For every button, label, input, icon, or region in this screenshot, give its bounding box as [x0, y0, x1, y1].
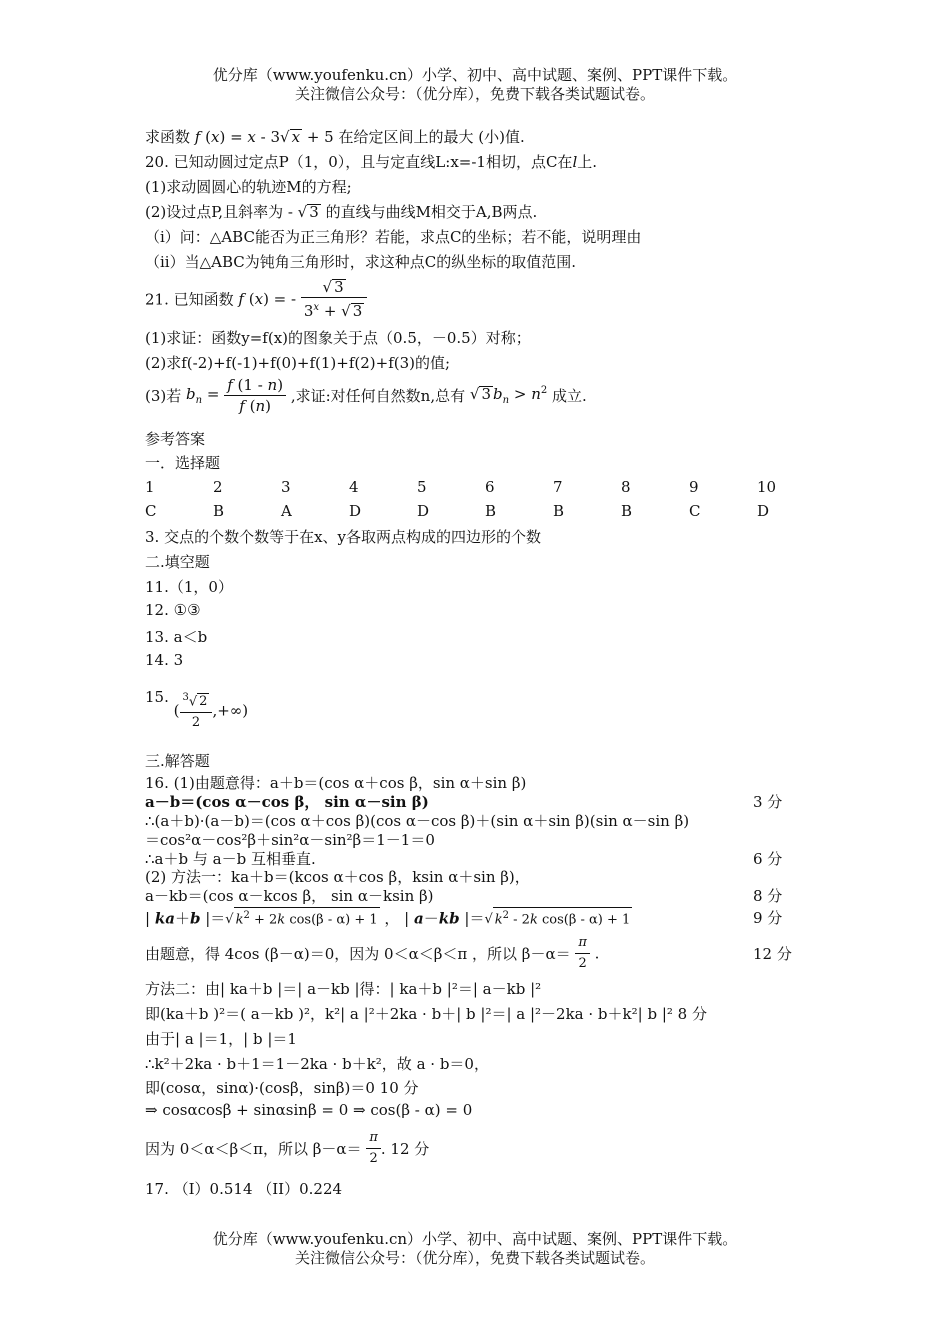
q16-line-1: 16. (1)由题意得：a＋b＝(cos α＋cos β，sin α＋sin β) — [145, 774, 527, 792]
q19-line: 求函数 f (x) = x - 3√ x + 5 在给定区间上的最大 (小)值. — [145, 128, 525, 146]
answer-choice-cell: C — [689, 502, 701, 520]
q16-line-9: 由题意，得 4cos (β－α)＝0，因为 0＜α＜β＜π ，所以 β－α＝ $\frac{\pi}{2}$ . — [145, 935, 600, 971]
answer-choice-cell: A — [281, 502, 292, 520]
answer-choice-cell: D — [757, 502, 770, 520]
section-solutions: 三.解答题 — [145, 752, 210, 770]
q16-line-6: (2) 方法一：ka＋b＝(kcos α＋cos β，ksin α＋sin β)， — [145, 868, 530, 886]
answer-14: 14. 3 — [145, 651, 184, 669]
q20-part-ii: （ii）当△ABC为钝角三角形时，求这种点C的纵坐标的取值范围. — [145, 253, 576, 271]
q21-part-2: (2)求f(-2)+f(-1)+f(0)+f(1)+f(2)+f(3)的值; — [145, 354, 451, 372]
q20-part-1: (1)求动圆圆心的轨迹M的方程; — [145, 178, 352, 196]
answer-15: 15. ( $\frac{^3√ 2}{2}$ ,+∞) — [145, 688, 249, 731]
method2-line-3: 由于| a |＝1，| b |＝1 — [145, 1030, 297, 1048]
method2-line-7: 因为 0＜α＜β＜π，所以 β－α＝ $\frac{\pi}{2}$ . 12 分 — [145, 1130, 430, 1166]
note-3: 3. 交点的个数个数等于在x、y各取两点构成的四边形的个数 — [145, 528, 542, 546]
q19-text-a: 求函数 — [145, 128, 191, 146]
answer-12: 12. ①③ — [145, 601, 201, 619]
question-number-cell: 7 — [553, 478, 563, 496]
q16-line-8: | ka＋b |＝√ $k^2 + 2k$ cos(β - α) + 1 ， | a－kb |＝√ $k^2 - 2k$ cos(β - α) + 1 — [145, 907, 632, 928]
q19-formula: f — [194, 128, 201, 146]
sqrt-icon: √ — [280, 128, 290, 146]
header-line-1: 优分库（www.youfenku.cn）小学、初中、高中试题、案例、PPT课件下载。 — [212, 66, 738, 84]
question-number-cell: 9 — [689, 478, 699, 496]
q20-part-i: （i）问：△ABC能否为正三角形？若能，求点C的坐标；若不能，说明理由 — [145, 228, 642, 246]
question-number-cell: 1 — [145, 478, 155, 496]
answer-choice-cell: C — [145, 502, 157, 520]
answer-choice-cell: B — [213, 502, 225, 520]
q16-score-12: 12 分 — [753, 945, 792, 963]
method2-line-1: 方法二：由| ka＋b |＝| a－kb |得：| ka＋b |²＝| a－kb |² — [145, 980, 542, 998]
answer-choice-cell: B — [553, 502, 565, 520]
q16-line-3: ∴(a＋b)·(a－b)＝(cos α＋cos β)(cos α－cos β)＋(sin α＋sin β)(sin α－sin β) — [145, 812, 690, 830]
choice-answer-table — [145, 475, 825, 523]
section-fill: 二.填空题 — [145, 553, 210, 571]
method2-line-5: 即(cosα，sinα)·(cosβ，sinβ)＝0 10 分 — [145, 1079, 419, 1097]
section-choice: 一．选择题 — [145, 454, 221, 472]
question-number-cell: 6 — [485, 478, 495, 496]
bn-fraction: $\frac{f (1 - n)}{f (n)}$ — [224, 375, 286, 416]
method2-line-2: 即(ka＋b )²＝( a－kb )²，k²| a |²＋2ka · b＋| b |²＝| a |²－2ka · b＋k²| b |² 8 分 — [145, 1005, 707, 1023]
q21-stem: 21. 已知函数 f (x) = - $\frac{√ 3}{3^x + √ 3}$ — [145, 277, 367, 321]
question-number-cell: 5 — [417, 478, 427, 496]
answer-choice-cell: D — [349, 502, 362, 520]
answer-11: 11.（1，0） — [145, 578, 233, 596]
q20-stem: 20. 已知动圆过定点P（1，0），且与定直线L:x=-1相切，点C在l上. — [145, 153, 598, 171]
question-number-cell: 3 — [281, 478, 291, 496]
q16-score-8: 8 分 — [753, 887, 783, 905]
q21-fraction: $\frac{√ 3}{3^x + √ 3}$ — [301, 277, 367, 321]
method2-line-6: ⇒ cosαcosβ + sinαsinβ = 0 ⇒ cos(β - α) = 0 — [145, 1101, 473, 1119]
method2-line-4: ∴k²＋2ka · b＋1＝1－2ka · b＋k²，故 a · b＝0， — [145, 1055, 489, 1073]
q16-score-6: 6 分 — [753, 850, 783, 868]
answer-17: 17. （I）0.514 （II）0.224 — [145, 1180, 343, 1198]
question-number-cell: 4 — [349, 478, 359, 496]
q16-score-3: 3 分 — [753, 793, 783, 811]
question-number-cell: 2 — [213, 478, 223, 496]
footer-line-1: 优分库（www.youfenku.cn）小学、初中、高中试题、案例、PPT课件下载。 — [212, 1230, 738, 1248]
answer-13: 13. a＜b — [145, 628, 208, 646]
q16-line-4: ＝cos²α－cos²β＋sin²α－sin²β＝1－1＝0 — [145, 831, 435, 849]
q16-line-2: a－b＝(cos α－cos β， sin α－sin β) — [145, 793, 429, 811]
q20-part-2: (2)设过点P,且斜率为 - √ 3 的直线与曲线M相交于A,B两点. — [145, 203, 538, 221]
answer-choice-cell: B — [621, 502, 633, 520]
answers-title: 参考答案 — [145, 430, 206, 448]
answer-choice-cell: B — [485, 502, 497, 520]
q21-part-3: (3)若 $b_n$ = $\frac{f (1 - n)}{f (n)}$ ,求证:对任何自然数n,总有 √ 3 $b_n > n^2$ 成立. — [145, 376, 587, 415]
question-number-cell: 10 — [757, 478, 777, 496]
q19-text-b: 在给定区间上的最大 (小)值. — [338, 128, 525, 146]
question-number-row — [145, 475, 825, 499]
answer-choice-cell: D — [417, 502, 430, 520]
header-line-2: 关注微信公众号：（优分库），免费下载各类试题试卷。 — [294, 85, 655, 103]
q16-score-9: 9 分 — [753, 909, 783, 927]
footer-line-2: 关注微信公众号：（优分库），免费下载各类试题试卷。 — [294, 1249, 655, 1267]
q16-line-7: a－kb＝(cos α－kcos β， sin α－ksin β) — [145, 887, 434, 905]
question-number-cell: 8 — [621, 478, 631, 496]
answer-row — [145, 499, 825, 523]
q16-line-5: ∴a＋b 与 a－b 互相垂直. — [145, 850, 316, 868]
q21-part-1: (1)求证：函数y=f(x)的图象关于点（0.5，－0.5）对称； — [145, 329, 531, 347]
